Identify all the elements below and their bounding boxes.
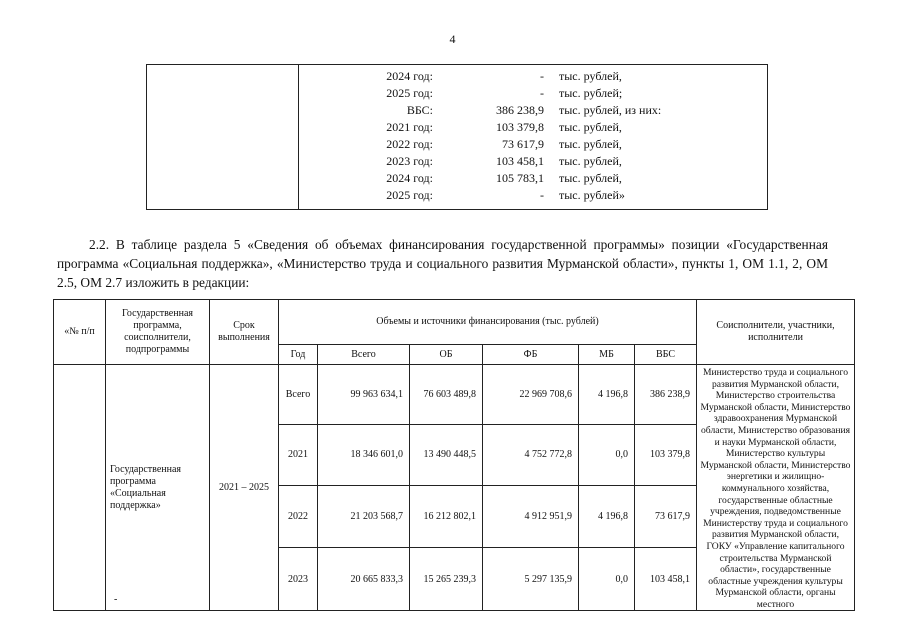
financing-row — [147, 119, 769, 136]
header-executors: Соисполнители, участники, исполнители — [697, 300, 855, 365]
unit-label: тыс. рублей, — [559, 69, 622, 83]
amendment-paragraph-text: 2.2. В таблице раздела 5 «Сведения об объемах финансирования государственной программы» позиции «Государственная программа «Социальная поддержка», «Министерство труда и социального развития Мурманской области», пункты 1, ОМ 1.1, 2, ОМ 2.5, ОМ 2.7 изложить в редакции: — [57, 237, 828, 290]
header-term: Срок выполнения — [210, 300, 279, 365]
fb-cell: 5 297 135,9 — [483, 547, 579, 611]
unit-label: тыс. рублей, — [559, 171, 622, 185]
total-cell: 99 963 634,1 — [318, 365, 410, 425]
fb-cell: 4 912 951,9 — [483, 486, 579, 548]
header-volumes: Объемы и источники финансирования (тыс. рублей) — [279, 300, 697, 345]
mb-cell: 4 196,8 — [579, 365, 635, 425]
continuation-table — [146, 64, 768, 210]
unit-label: тыс. рублей, — [559, 154, 622, 168]
header-vbs: ВБС — [635, 345, 697, 365]
executors-cell: Министерство труда и социального развития Мурманской области, Министерство строительства Мурманской области, Министерство здравоохранения Мурманской области, Министерство образования и науки Мурманской области, Министерство культуры Мурманской области, Министерство энергетики и жилищно-коммунального хозяйства, государственные областные учреждения, подведомственные Министерству труда и социального развития Мурманской области, ГОКУ «Управление капитального строительства Мурманской области», государственные областные учреждения культуры Мурманской области, органы местного — [697, 365, 855, 611]
unit-label: тыс. рублей, — [559, 137, 622, 151]
bottom-mark: - — [114, 594, 118, 606]
amount-value: 103 458,1 — [496, 154, 544, 168]
header-year: Год — [279, 345, 318, 365]
header-ob: ОБ — [410, 345, 483, 365]
financing-row — [147, 68, 769, 85]
total-cell: 18 346 601,0 — [318, 424, 410, 486]
amount-value: 103 379,8 — [496, 120, 544, 134]
amount-value: 386 238,9 — [496, 103, 544, 117]
year-label: 2021 год: — [386, 120, 433, 134]
financing-row — [147, 136, 769, 153]
unit-label: тыс. рублей, из них: — [559, 103, 662, 117]
unit-label: тыс. рублей, — [559, 120, 622, 134]
vbs-cell: 103 379,8 — [635, 424, 697, 486]
row-num-cell — [54, 365, 106, 611]
amendment-paragraph — [57, 235, 828, 292]
program-name-cell — [106, 365, 210, 611]
program-name: Государственная программа «Социальная поддержка» — [110, 463, 182, 511]
mb-cell: 0,0 — [579, 547, 635, 611]
vbs-cell: 386 238,9 — [635, 365, 697, 425]
year-cell: Всего — [279, 365, 318, 425]
header-program: Государственная программа, соисполнители, подпрограммы — [106, 300, 210, 365]
year-cell: 2021 — [279, 424, 318, 486]
mb-cell: 4 196,8 — [579, 486, 635, 548]
year-label: 2023 год: — [386, 154, 433, 168]
year-label: 2024 год: — [386, 69, 433, 83]
fb-cell: 4 752 772,8 — [483, 424, 579, 486]
table-row — [54, 365, 855, 425]
financing-row — [147, 170, 769, 187]
header-fb: ФБ — [483, 345, 579, 365]
unit-label: тыс. рублей; — [559, 86, 623, 100]
financing-row — [147, 153, 769, 170]
amount-value: - — [540, 86, 544, 100]
year-cell: 2023 — [279, 547, 318, 611]
financing-row — [147, 85, 769, 102]
ob-cell: 13 490 448,5 — [410, 424, 483, 486]
year-label: ВБС: — [406, 103, 433, 117]
year-label: 2024 год: — [386, 171, 433, 185]
year-label: 2022 год: — [386, 137, 433, 151]
year-label: 2025 год: — [386, 86, 433, 100]
header-total: Всего — [318, 345, 410, 365]
financing-table — [53, 299, 855, 611]
ob-cell: 15 265 239,3 — [410, 547, 483, 611]
ob-cell: 76 603 489,8 — [410, 365, 483, 425]
ob-cell: 16 212 802,1 — [410, 486, 483, 548]
amount-value: 73 617,9 — [502, 137, 544, 151]
total-cell: 20 665 833,3 — [318, 547, 410, 611]
unit-label: тыс. рублей» — [559, 188, 625, 202]
page-number: 4 — [449, 32, 456, 46]
year-label: 2025 год: — [386, 188, 433, 202]
financing-row — [147, 187, 769, 204]
vbs-cell: 73 617,9 — [635, 486, 697, 548]
financing-row — [147, 102, 769, 119]
total-cell: 21 203 568,7 — [318, 486, 410, 548]
fb-cell: 22 969 708,6 — [483, 365, 579, 425]
term-cell: 2021 – 2025 — [210, 365, 279, 611]
header-num: «№ п/п — [54, 300, 106, 365]
vbs-cell: 103 458,1 — [635, 547, 697, 611]
amount-value: - — [540, 188, 544, 202]
year-cell: 2022 — [279, 486, 318, 548]
header-mb: МБ — [579, 345, 635, 365]
amount-value: - — [540, 69, 544, 83]
amount-value: 105 783,1 — [496, 171, 544, 185]
mb-cell: 0,0 — [579, 424, 635, 486]
